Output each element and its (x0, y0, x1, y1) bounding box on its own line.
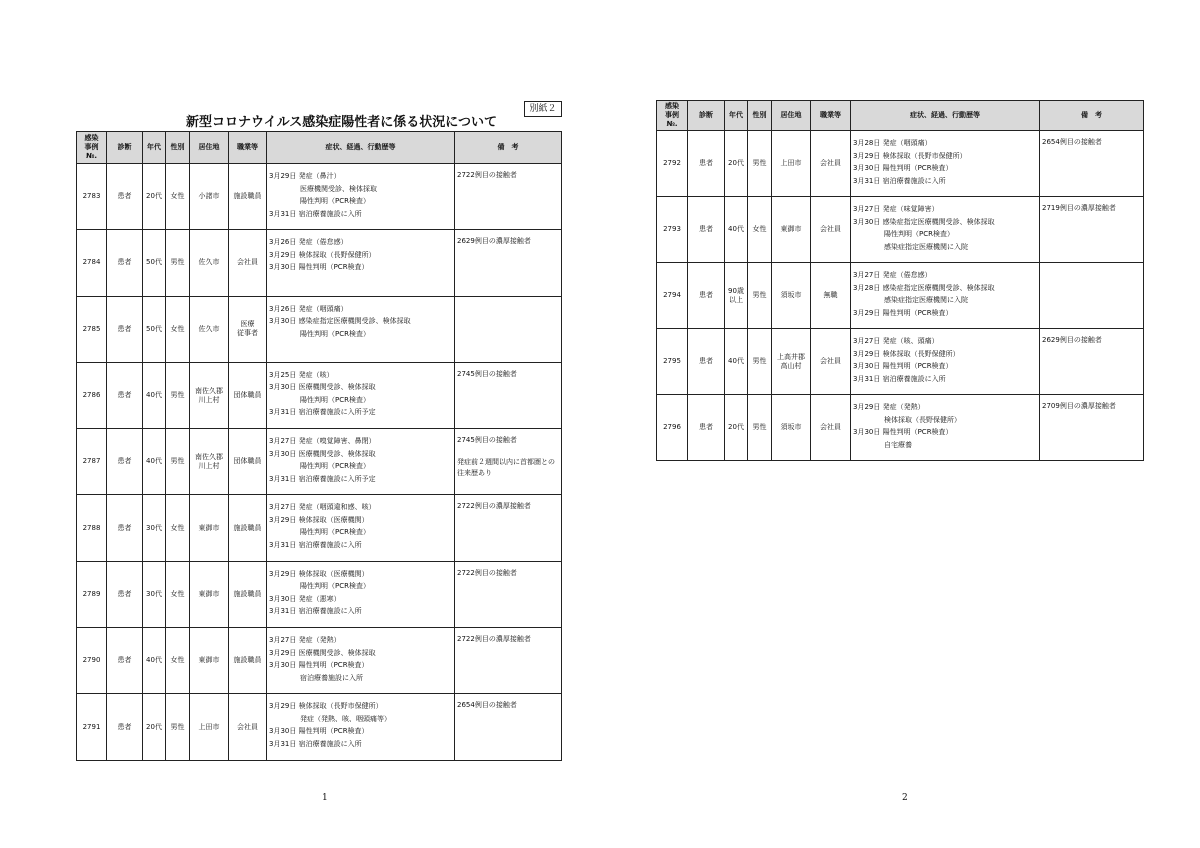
table-row (77, 230, 562, 296)
progress-line: 3月28日 感染症指定医療機関受診、検体採取 (853, 283, 995, 292)
sex-cell: 男性 (748, 263, 772, 329)
age-cell: 20代 (143, 694, 166, 760)
progress-line: 3月30日 陽性判明（PCR検査） (269, 727, 369, 736)
page-number-2: 2 (902, 793, 908, 803)
age-cell: 40代 (143, 628, 166, 694)
document-title: 新型コロナウイルス感染症陽性者に係る状況について (186, 115, 497, 130)
header-age: 年代 (725, 101, 748, 131)
case-number: 2789 (77, 561, 107, 627)
case-number: 2790 (77, 628, 107, 694)
diagnosis-cell: 患者 (107, 495, 143, 561)
sex-cell: 女性 (166, 495, 190, 561)
progress-cell (851, 197, 1040, 263)
progress-line: 3月29日 検体採取（医療機関） (269, 515, 369, 524)
case-number: 2792 (657, 131, 688, 197)
diagnosis-cell: 患者 (688, 131, 725, 197)
occupation-cell: 団体職員 (229, 362, 267, 428)
progress-line: 3月31日 宿泊療養施設に入所予定 (269, 474, 376, 483)
case-number: 2788 (77, 495, 107, 561)
progress-line: 3月27日 発症（咳、頭痛） (853, 337, 939, 345)
progress-line: 3月27日 発症（咽頭違和感、咳） (269, 503, 376, 512)
header-occupation: 職業等 (229, 132, 267, 164)
progress-line: 陽性判明（PCR検査） (300, 528, 370, 537)
progress-line: 3月31日 宿泊療養施設に入所 (269, 540, 362, 549)
progress-line: 3月29日 発症（鼻汁） (269, 172, 341, 180)
age-cell: 90歳 以上 (725, 263, 748, 329)
diagnosis-cell: 患者 (107, 561, 143, 627)
case-number: 2791 (77, 694, 107, 760)
residence-cell: 東御市 (190, 495, 229, 561)
remarks-cell: 2629例目の濃厚接触者 (455, 230, 562, 296)
header-residence: 居住地 (772, 101, 811, 131)
progress-line: 自宅療養 (884, 440, 912, 449)
sex-cell: 女性 (166, 561, 190, 627)
header-case-number: 感染 事例 №. (657, 101, 688, 131)
sex-cell: 男性 (166, 230, 190, 296)
progress-line: 3月30日 感染症指定医療機関受診、検体採取 (269, 317, 411, 326)
sex-cell: 女性 (166, 296, 190, 362)
progress-line: 3月26日 発症（倦怠感） (269, 238, 348, 247)
residence-cell: 佐久市 (190, 296, 229, 362)
residence-cell: 上田市 (772, 131, 811, 197)
progress-line: 検体採取（長野保健所） (884, 415, 961, 424)
occupation-cell: 会社員 (811, 197, 851, 263)
remarks-cell (1040, 263, 1144, 329)
sex-cell: 男性 (166, 694, 190, 760)
occupation-cell: 会社員 (229, 230, 267, 296)
progress-line: 3月26日 発症（咽頭痛） (269, 304, 348, 313)
header-sex: 性別 (748, 101, 772, 131)
progress-line: 3月27日 発症（味覚障害） (853, 205, 939, 213)
sex-cell: 男性 (748, 131, 772, 197)
residence-cell: 小諸市 (190, 164, 229, 230)
diagnosis-cell: 患者 (107, 230, 143, 296)
progress-line: 3月30日 陽性判明（PCR検査） (269, 263, 369, 272)
case-number: 2784 (77, 230, 107, 296)
progress-cell (267, 296, 455, 362)
progress-line: 陽性判明（PCR検査） (300, 462, 370, 471)
residence-cell: 南佐久郡 川上村 (190, 362, 229, 428)
sex-cell: 男性 (748, 329, 772, 395)
table-row (657, 197, 1144, 263)
diagnosis-cell: 患者 (107, 164, 143, 230)
table-row (77, 429, 562, 495)
residence-cell: 東御市 (772, 197, 811, 263)
progress-line: 3月27日 発症（発熱） (269, 636, 341, 645)
progress-line: 3月29日 医療機関受診、検体採取 (269, 648, 376, 657)
residence-cell: 東御市 (190, 561, 229, 627)
progress-line: 3月29日 検体採取（医療機関） (269, 569, 369, 578)
residence-cell: 須坂市 (772, 395, 811, 461)
header-diagnosis: 診断 (688, 101, 725, 131)
progress-cell (267, 628, 455, 694)
age-cell: 40代 (143, 362, 166, 428)
header-progress: 症状、経過、行動歴等 (851, 101, 1040, 131)
progress-line: 陽性判明（PCR検査） (884, 230, 954, 238)
residence-cell: 須坂市 (772, 263, 811, 329)
age-cell: 40代 (143, 429, 166, 495)
header-age: 年代 (143, 132, 166, 164)
progress-line: 3月31日 宿泊療養施設に入所 (853, 374, 946, 383)
diagnosis-cell: 患者 (107, 429, 143, 495)
progress-cell (851, 131, 1040, 197)
sex-cell: 男性 (166, 362, 190, 428)
age-cell: 50代 (143, 230, 166, 296)
residence-cell: 南佐久郡 川上村 (190, 429, 229, 495)
progress-cell (267, 429, 455, 495)
occupation-cell: 施設職員 (229, 495, 267, 561)
diagnosis-cell: 患者 (688, 197, 725, 263)
table-row (77, 296, 562, 362)
header-progress: 症状、経過、行動歴等 (267, 132, 455, 164)
progress-cell (267, 561, 455, 627)
remarks-cell: 2709例目の濃厚接触者 (1040, 395, 1144, 461)
age-cell: 20代 (725, 395, 748, 461)
occupation-cell: 会社員 (811, 329, 851, 395)
remarks-cell: 2654例目の接触者 (455, 694, 562, 760)
progress-line: 陽性判明（PCR検査） (300, 395, 370, 404)
residence-cell: 東御市 (190, 628, 229, 694)
remarks-cell: 2719例目の濃厚接触者 (1040, 197, 1144, 263)
table-row (77, 628, 562, 694)
age-cell: 50代 (143, 296, 166, 362)
progress-cell (851, 263, 1040, 329)
sex-cell: 男性 (166, 429, 190, 495)
progress-line: 3月31日 宿泊療養施設に入所 (853, 176, 946, 185)
age-cell: 20代 (725, 131, 748, 197)
progress-cell (267, 362, 455, 428)
case-number: 2795 (657, 329, 688, 395)
progress-line: 陽性判明（PCR検査） (300, 329, 370, 338)
age-cell: 30代 (143, 495, 166, 561)
progress-line: 3月27日 発症（倦怠感） (853, 271, 932, 279)
occupation-cell: 会社員 (229, 694, 267, 760)
case-table-page-1 (76, 131, 562, 761)
progress-line: 3月31日 宿泊療養施設に入所 (269, 739, 362, 748)
sex-cell: 男性 (748, 395, 772, 461)
table-row (77, 164, 562, 230)
progress-line: 感染症指定医療機関に入院 (884, 296, 968, 304)
progress-cell (267, 694, 455, 760)
progress-line: 3月25日 発症（咳） (269, 370, 334, 379)
header-occupation: 職業等 (811, 101, 851, 131)
case-number: 2796 (657, 395, 688, 461)
age-cell: 40代 (725, 197, 748, 263)
progress-line: 3月30日 陽性判明（PCR検査） (853, 362, 953, 370)
progress-line: 3月29日 検体採取（長野保健所） (853, 349, 960, 358)
header-diagnosis: 診断 (107, 132, 143, 164)
progress-line: 陽性判明（PCR検査） (300, 582, 370, 591)
age-cell: 30代 (143, 561, 166, 627)
diagnosis-cell: 患者 (107, 628, 143, 694)
table-row (657, 131, 1144, 197)
sex-cell: 女性 (166, 164, 190, 230)
diagnosis-cell: 患者 (107, 362, 143, 428)
case-number: 2787 (77, 429, 107, 495)
progress-line: 3月29日 陽性判明（PCR検査） (853, 308, 953, 317)
progress-line: 発症（発熱、咳、咽頭痛等） (300, 714, 391, 723)
header-residence: 居住地 (190, 132, 229, 164)
progress-line: 3月29日 検体採取（長野市保健所） (853, 151, 967, 160)
progress-line: 3月31日 宿泊療養施設に入所 (269, 607, 362, 616)
progress-line: 3月30日 陽性判明（PCR検査） (269, 661, 369, 670)
diagnosis-cell: 患者 (688, 395, 725, 461)
case-number: 2793 (657, 197, 688, 263)
occupation-cell: 施設職員 (229, 164, 267, 230)
occupation-cell: 施設職員 (229, 628, 267, 694)
progress-line: 3月29日 検体採取（長野市保健所） (269, 702, 383, 711)
table-row (657, 395, 1144, 461)
progress-line: 3月30日 発症（悪寒） (269, 594, 341, 603)
age-cell: 40代 (725, 329, 748, 395)
progress-line: 3月29日 発症（発熱） (853, 403, 925, 411)
diagnosis-cell: 患者 (688, 329, 725, 395)
remarks-cell: 2722例目の濃厚接触者 (455, 495, 562, 561)
progress-cell (851, 329, 1040, 395)
header-case-number: 感染 事例 №. (77, 132, 107, 164)
page-number-1: 1 (322, 793, 328, 803)
case-table-page-2 (656, 100, 1144, 461)
table-row (77, 694, 562, 760)
occupation-cell: 会社員 (811, 131, 851, 197)
progress-line: 3月31日 宿泊療養施設に入所 (269, 209, 362, 218)
progress-line: 3月29日 検体採取（長野保健所） (269, 250, 376, 259)
table-row (657, 329, 1144, 395)
annex-label: 別紙２ (524, 101, 562, 117)
remarks-cell (455, 296, 562, 362)
diagnosis-cell: 患者 (688, 263, 725, 329)
progress-cell (267, 164, 455, 230)
table-row (77, 362, 562, 428)
sex-cell: 女性 (748, 197, 772, 263)
occupation-cell: 医療 従事者 (229, 296, 267, 362)
remarks-cell: 2745例目の接触者 発症前２週間以内に首都圏との往来歴あり (455, 429, 562, 495)
occupation-cell: 団体職員 (229, 429, 267, 495)
residence-cell: 上田市 (190, 694, 229, 760)
remarks-cell: 2745例目の接触者 (455, 362, 562, 428)
remarks-cell: 2654例目の接触者 (1040, 131, 1144, 197)
progress-line: 3月27日 発症（嗅覚障害、鼻閉） (269, 437, 376, 446)
case-number: 2783 (77, 164, 107, 230)
remarks-cell: 2722例目の接触者 (455, 561, 562, 627)
sex-cell: 女性 (166, 628, 190, 694)
progress-line: 宿泊療養施設に入所 (300, 673, 363, 682)
progress-line: 陽性判明（PCR検査） (300, 197, 370, 205)
occupation-cell: 無職 (811, 263, 851, 329)
table-row (77, 561, 562, 627)
progress-line: 3月30日 医療機関受診、検体採取 (269, 449, 376, 458)
diagnosis-cell: 患者 (107, 694, 143, 760)
progress-line: 感染症指定医療機関に入院 (884, 242, 968, 251)
progress-line: 3月31日 宿泊療養施設に入所予定 (269, 408, 376, 417)
progress-line: 3月30日 感染症指定医療機関受診、検体採取 (853, 217, 995, 226)
header-remarks: 備 考 (1040, 101, 1144, 131)
progress-line: 医療機関受診、検体採取 (300, 184, 377, 193)
case-number: 2794 (657, 263, 688, 329)
residence-cell: 佐久市 (190, 230, 229, 296)
progress-line: 3月30日 陽性判明（PCR検査） (853, 164, 953, 172)
progress-line: 3月30日 医療機関受診、検体採取 (269, 383, 376, 392)
diagnosis-cell: 患者 (107, 296, 143, 362)
header-remarks: 備 考 (455, 132, 562, 164)
progress-line: 3月30日 陽性判明（PCR検査） (853, 428, 953, 436)
header-sex: 性別 (166, 132, 190, 164)
residence-cell: 上高井郡 高山村 (772, 329, 811, 395)
table-row (657, 263, 1144, 329)
age-cell: 20代 (143, 164, 166, 230)
progress-cell (267, 230, 455, 296)
case-number: 2786 (77, 362, 107, 428)
remarks-cell: 2722例目の接触者 (455, 164, 562, 230)
case-number: 2785 (77, 296, 107, 362)
progress-cell (851, 395, 1040, 461)
table-row (77, 495, 562, 561)
occupation-cell: 会社員 (811, 395, 851, 461)
progress-line: 3月28日 発症（咽頭痛） (853, 139, 932, 147)
progress-cell (267, 495, 455, 561)
remarks-cell: 2722例目の濃厚接触者 (455, 628, 562, 694)
remarks-cell: 2629例目の接触者 (1040, 329, 1144, 395)
occupation-cell: 施設職員 (229, 561, 267, 627)
